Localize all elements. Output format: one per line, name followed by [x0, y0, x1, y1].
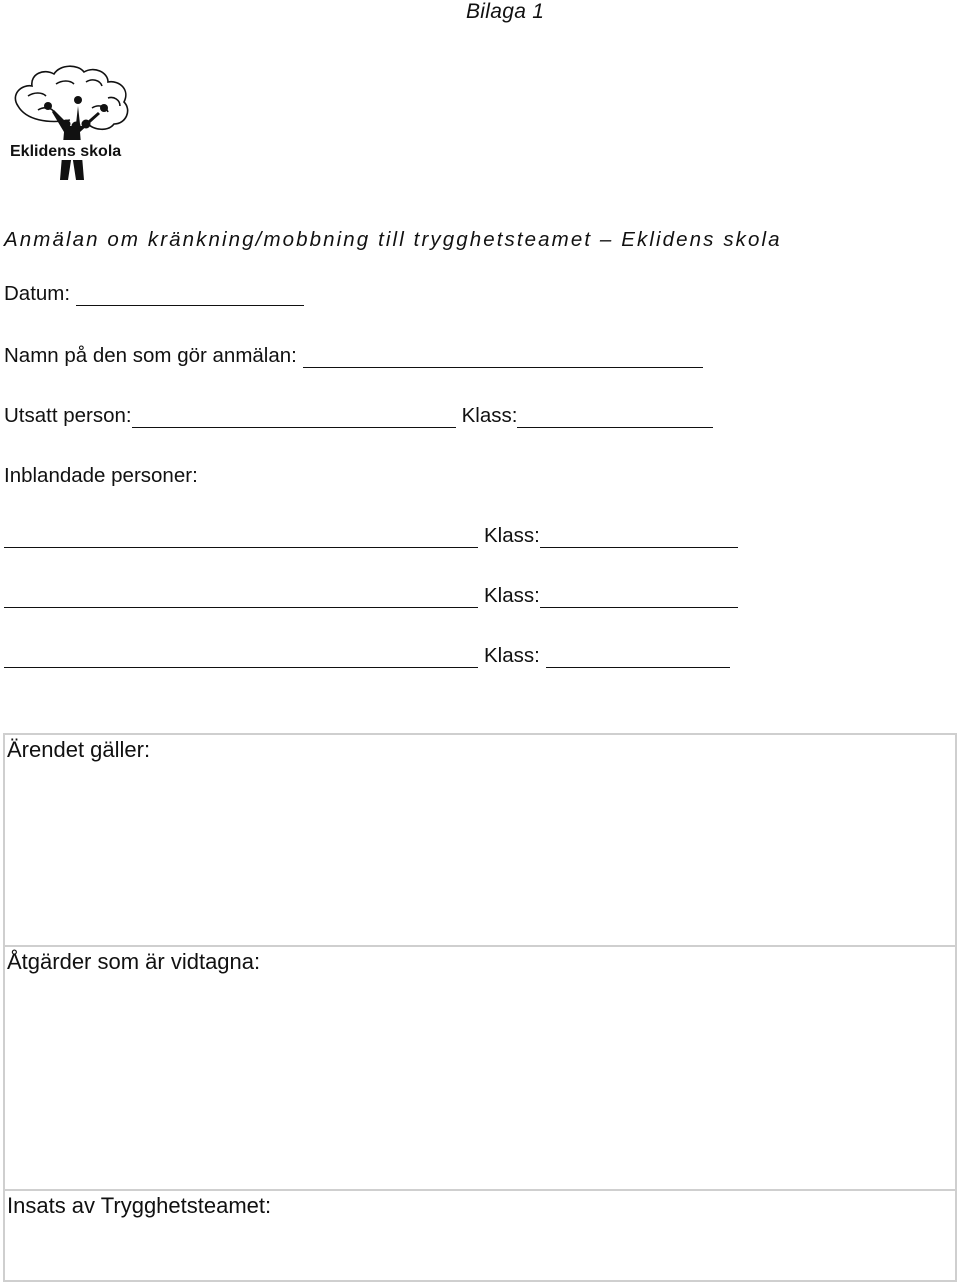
involved-class-field[interactable]: [540, 527, 738, 548]
attachment-label: Bilaga 1: [466, 0, 545, 23]
reporter-field[interactable]: [303, 347, 703, 368]
people-figures: [44, 96, 108, 180]
involved-row: [4, 584, 738, 608]
involved-heading-row: [4, 464, 198, 488]
involved-name-field[interactable]: [4, 647, 478, 668]
victim-field[interactable]: [132, 407, 456, 428]
actions-label: Åtgärder som är vidtagna:: [7, 949, 261, 974]
involved-name-field[interactable]: [4, 587, 478, 608]
case-label: Ärendet gäller:: [7, 737, 151, 762]
involved-label: Inblandade personer:: [4, 464, 198, 487]
victim-row: [4, 404, 713, 428]
date-field[interactable]: [76, 285, 304, 306]
victim-class-field[interactable]: [517, 407, 713, 428]
case-box[interactable]: [3, 733, 957, 947]
victim-class-label: Klass:: [461, 404, 518, 427]
date-row: [4, 282, 304, 306]
involved-row: [4, 524, 738, 548]
involved-class-label: Klass:: [484, 584, 540, 607]
reporter-row: [4, 344, 703, 368]
involved-name-field[interactable]: [4, 527, 478, 548]
involved-class-field[interactable]: [540, 587, 738, 608]
team-effort-box[interactable]: [3, 1189, 957, 1282]
logo-text: Eklidens skola: [10, 143, 122, 160]
date-label: Datum:: [4, 282, 71, 305]
actions-box[interactable]: [3, 945, 957, 1191]
tree-crown: [15, 66, 127, 129]
involved-class-label: Klass:: [484, 524, 540, 547]
involved-row: [4, 644, 730, 668]
page-title: Anmälan om kränkning/mobbning till trygghetsteamet – Eklidens skola: [4, 228, 782, 251]
involved-class-label: Klass:: [484, 644, 540, 667]
school-logo: [8, 62, 140, 182]
reporter-label: Namn på den som gör anmälan:: [4, 344, 297, 367]
team-effort-label: Insats av Trygghetsteamet:: [7, 1193, 272, 1218]
involved-class-field[interactable]: [546, 647, 730, 668]
victim-label: Utsatt person:: [4, 404, 132, 427]
